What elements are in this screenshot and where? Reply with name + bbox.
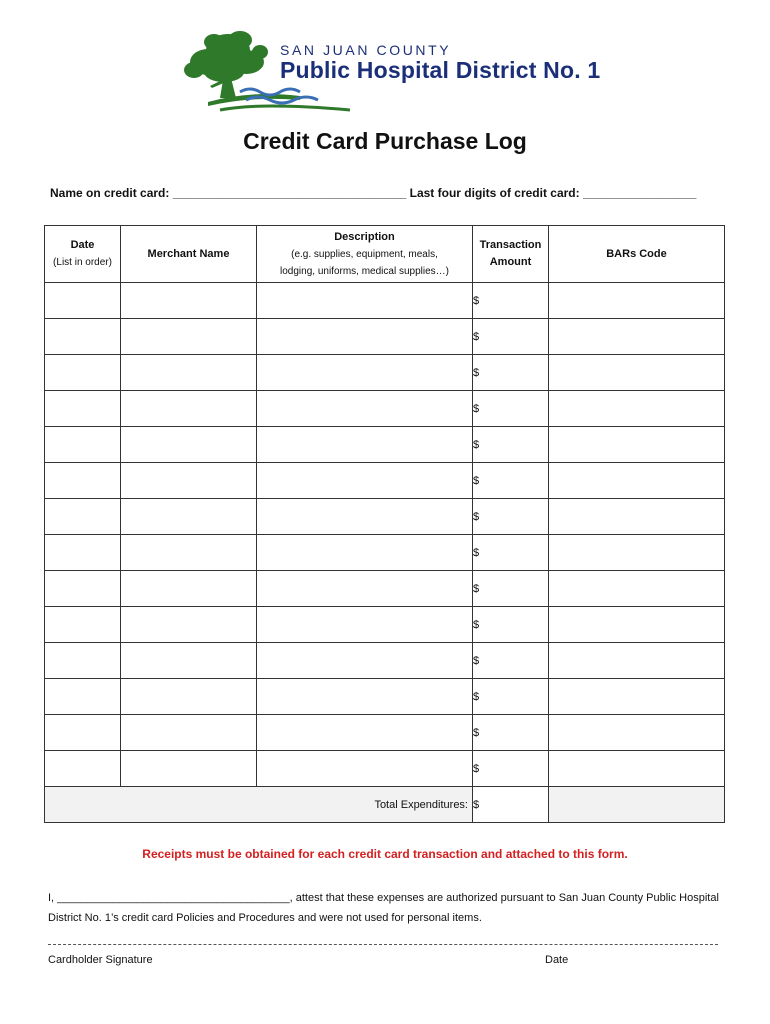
description-cell[interactable] [257,535,473,571]
amount-cell[interactable]: $ [473,283,549,319]
header-description [257,226,473,283]
merchant-cell[interactable] [121,283,257,319]
total-expenditures-label: Total Expenditures: [45,787,473,823]
amount-cell[interactable]: $ [473,535,549,571]
merchant-cell[interactable] [121,463,257,499]
amount-cell[interactable]: $ [473,715,549,751]
bars-cell[interactable] [549,391,725,427]
bars-cell[interactable] [549,751,725,787]
description-cell[interactable] [257,679,473,715]
signature-date-label: Date [545,954,569,966]
table-row [45,355,725,391]
total-bars-cell [549,787,725,823]
cardholder-signature-label: Cardholder Signature [48,954,153,966]
header-description-sub1: (e.g. supplies, equipment, meals, [291,248,438,260]
merchant-cell[interactable] [121,535,257,571]
table-row [45,499,725,535]
bars-cell[interactable] [549,535,725,571]
amount-cell[interactable]: $ [473,391,549,427]
card-info-line[interactable]: Name on credit card: ___________________________________ Last four digits of credit card: _________________ [50,186,697,200]
amount-cell[interactable]: $ [473,607,549,643]
description-cell[interactable] [257,643,473,679]
merchant-cell[interactable] [121,679,257,715]
date-cell[interactable] [45,355,121,391]
merchant-cell[interactable] [121,607,257,643]
table-row [45,391,725,427]
description-cell[interactable] [257,319,473,355]
table-row [45,283,725,319]
header-description-label: Description [334,230,395,243]
table-row [45,463,725,499]
table-row [45,427,725,463]
table-row [45,715,725,751]
date-cell[interactable] [45,751,121,787]
description-cell[interactable] [257,427,473,463]
receipts-notice: Receipts must be obtained for each credit card transaction and attached to this form. [142,847,628,861]
description-cell[interactable] [257,283,473,319]
merchant-cell[interactable] [121,751,257,787]
header-amount-label1: Transaction [479,239,542,251]
table-row [45,535,725,571]
amount-cell[interactable]: $ [473,571,549,607]
merchant-cell[interactable] [121,715,257,751]
merchant-cell[interactable] [121,571,257,607]
header-date-label: Date [70,239,95,251]
bars-cell[interactable] [549,427,725,463]
date-cell[interactable] [45,607,121,643]
header-amount-label2: Amount [489,256,532,268]
amount-cell[interactable]: $ [473,463,549,499]
total-amount-cell[interactable]: $ [473,787,549,823]
merchant-cell[interactable] [121,427,257,463]
bars-cell[interactable] [549,571,725,607]
table-row [45,607,725,643]
logo-district-text: Public Hospital District No. 1 [280,57,601,83]
bars-cell[interactable] [549,679,725,715]
table-row [45,679,725,715]
date-cell[interactable] [45,463,121,499]
bars-cell[interactable] [549,463,725,499]
table-row [45,751,725,787]
table-row [45,643,725,679]
merchant-cell[interactable] [121,391,257,427]
header-bars: BARs Code [549,226,725,283]
total-row [45,787,725,823]
table-header-row [45,226,725,283]
date-cell[interactable] [45,319,121,355]
description-cell[interactable] [257,715,473,751]
signature-line[interactable] [48,944,718,945]
date-cell[interactable] [45,283,121,319]
description-cell[interactable] [257,499,473,535]
page-title: Credit Card Purchase Log [243,128,527,154]
bars-cell[interactable] [549,643,725,679]
description-cell[interactable] [257,607,473,643]
merchant-cell[interactable] [121,355,257,391]
table-row [45,319,725,355]
description-cell[interactable] [257,355,473,391]
purchase-log-table [44,225,725,823]
date-cell[interactable] [45,427,121,463]
date-cell[interactable] [45,571,121,607]
table-row [45,571,725,607]
district-logo [180,22,601,118]
attestation-text[interactable]: I, ______________________________________, attest that these expenses are authorized pursuant to San Juan County Public Hospital District No. 1’s credit card Policies and Procedures and were not used for personal items. [48,892,719,924]
logo-county-text: SAN JUAN COUNTY [280,42,452,58]
amount-cell[interactable]: $ [473,355,549,391]
header-date [45,226,121,283]
description-cell[interactable] [257,751,473,787]
amount-cell[interactable]: $ [473,427,549,463]
bars-cell[interactable] [549,355,725,391]
amount-cell[interactable]: $ [473,679,549,715]
description-cell[interactable] [257,391,473,427]
date-cell[interactable] [45,535,121,571]
bars-cell[interactable] [549,283,725,319]
date-cell[interactable] [45,643,121,679]
description-cell[interactable] [257,463,473,499]
bars-cell[interactable] [549,607,725,643]
date-cell[interactable] [45,499,121,535]
bars-cell[interactable] [549,499,725,535]
date-cell[interactable] [45,679,121,715]
bars-cell[interactable] [549,319,725,355]
date-cell[interactable] [45,391,121,427]
header-amount [473,226,549,283]
merchant-cell[interactable] [121,643,257,679]
header-merchant: Merchant Name [121,226,257,283]
header-description-sub2: lodging, uniforms, medical supplies…) [280,265,449,277]
bars-cell[interactable] [549,715,725,751]
amount-cell[interactable]: $ [473,643,549,679]
merchant-cell[interactable] [121,319,257,355]
amount-cell[interactable]: $ [473,751,549,787]
amount-cell[interactable]: $ [473,499,549,535]
amount-cell[interactable]: $ [473,319,549,355]
header-date-sub: (List in order) [53,257,112,268]
merchant-cell[interactable] [121,499,257,535]
description-cell[interactable] [257,571,473,607]
date-cell[interactable] [45,715,121,751]
